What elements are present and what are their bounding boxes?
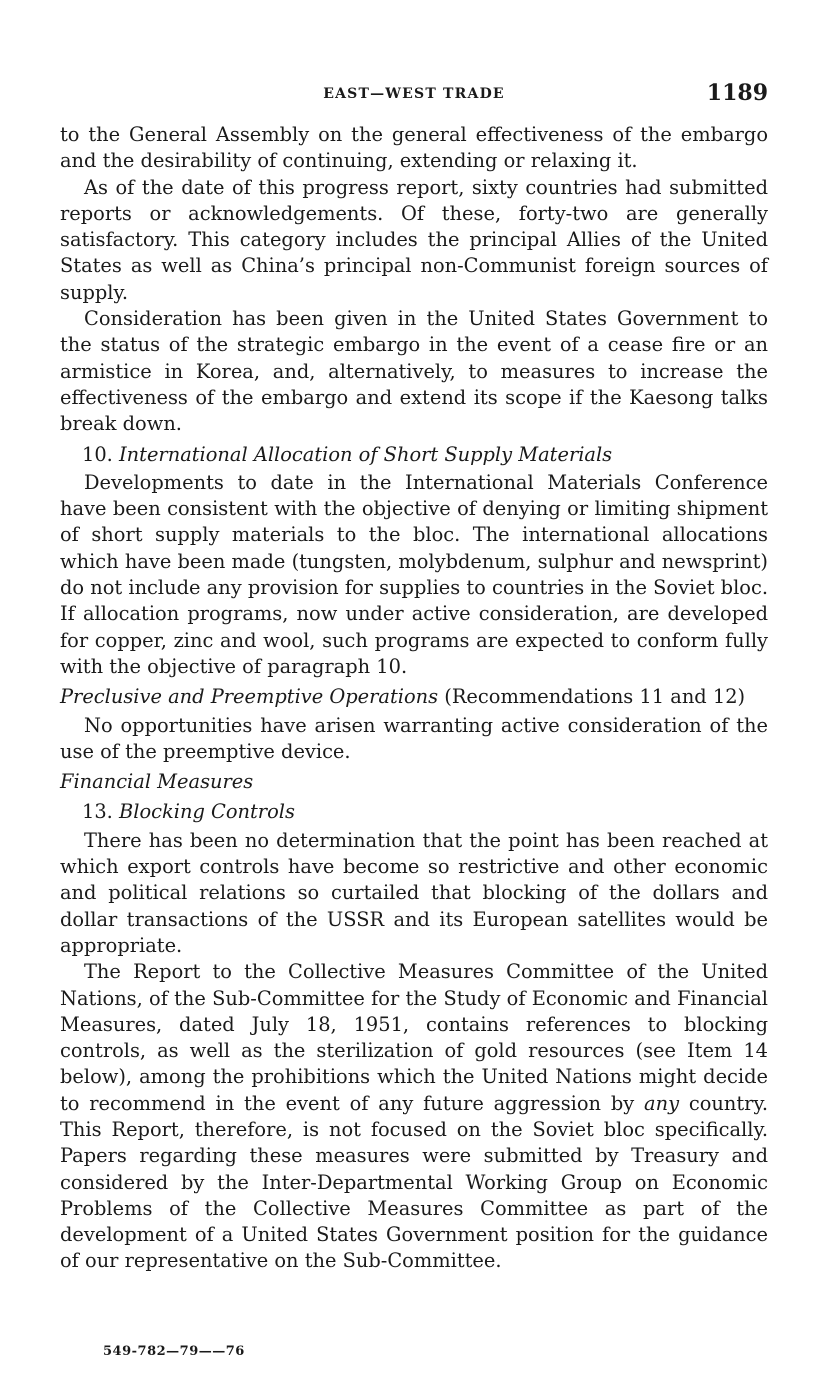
section-subtitle: (Recommendations 11 and 12) xyxy=(444,685,746,709)
page-number: 1189 xyxy=(706,80,768,106)
section-heading-10 xyxy=(82,442,768,468)
paragraph-consideration: Consideration has been given in the United States Government to the status of the strategic embargo in the event of a cease fire or an armistice in Korea, and, alternatively, to measures to increase the effectiveness of the embargo and extend its scope if the Kaesong talks break down. xyxy=(60,307,768,436)
paragraph-report xyxy=(60,959,768,1275)
paragraph-blocking: There has been no determination that the point has been reached at which export controls have become so restrictive and other economic and political relations so curtailed that blocking of the dollars and dollar transactions of the USSR and its European satellites would be appropriate. xyxy=(60,828,768,957)
text-run: The Report to the Collective Measures Committee of the United Nations, of the Sub-Committee for the Study of Economic and Financial Measures, dated July 18, 1951, contains references to blocking controls, as well as the sterilization of gold resources (see Item 14 below), among the prohibitions which the United Nations might decide to recommend in the event of any future aggression by xyxy=(60,960,768,1115)
section-title: Financial Measures xyxy=(60,770,254,794)
section-heading-13 xyxy=(82,799,768,825)
page-header xyxy=(60,80,768,110)
section-title: Blocking Controls xyxy=(119,800,295,824)
paragraph-continuation: to the General Assembly on the general effectiveness of the embargo and the desirability of continuing, extending or relaxing it. xyxy=(60,123,768,173)
section-heading-financial xyxy=(60,769,768,795)
section-heading-preclusive xyxy=(60,684,768,710)
running-head: EAST—WEST TRADE xyxy=(323,86,505,102)
section-number: 10. xyxy=(82,442,113,466)
body-text xyxy=(60,122,768,1275)
section-number: 13. xyxy=(82,800,113,824)
print-code: 549-782—79——76 xyxy=(103,1344,245,1359)
paragraph-preemptive: No opportunities have arisen warranting active consideration of the use of the preemptive device. xyxy=(60,713,768,763)
paragraph-materials: Developments to date in the International Materials Conference have been consistent with the objective of denying or limiting shipment of short supply materials to the bloc. The international allocations which have been made (tungsten, molybdenum, sulphur and newsprint) do not include any provision for supplies to countries in the Soviet bloc. If allocation programs, now under active consideration, are developed for copper, zinc and wool, such programs are expected to conform fully with the objective of paragraph 10. xyxy=(60,470,768,678)
text-run: country. This Report, therefore, is not focused on the Soviet bloc specifically. Papers regarding these measures were submitted by Treasury and considered by the Inter-Departmental Working Group on Economic Problems of the Collective Measures Committee as part of the development of a United States Government position for the guidance of our representative on the Sub-Committee. xyxy=(60,1091,768,1273)
section-title: Preclusive and Preemptive Operations xyxy=(60,685,439,709)
paragraph-progress-report: As of the date of this progress report, sixty countries had submitted reports or acknowledgements. Of these, forty-two are generally satisfactory. This category includes the principal Allies of the United States as well as China’s principal non-Communist foreign sources of supply. xyxy=(60,175,768,304)
emphasis: any xyxy=(644,1091,680,1115)
section-title: International Allocation of Short Supply Materials xyxy=(119,442,613,466)
